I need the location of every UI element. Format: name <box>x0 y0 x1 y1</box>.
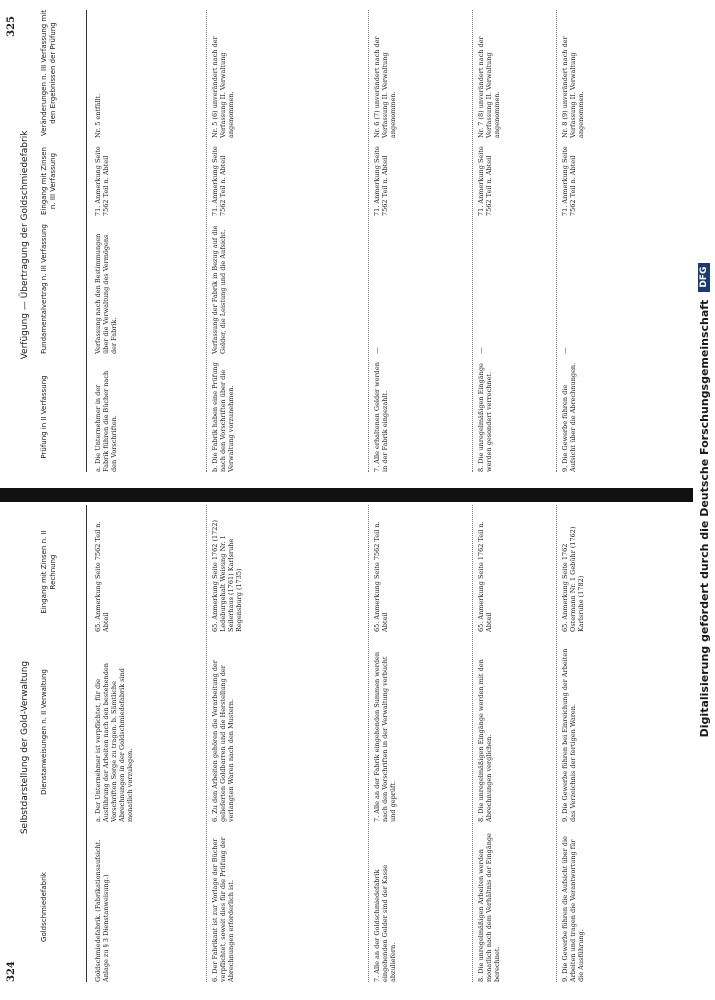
table-row <box>472 505 557 982</box>
right-column-headers <box>40 10 87 472</box>
table-cell: 71. Anmerkung Seite 7562 Teil n. Abteil <box>373 146 389 216</box>
table-cell: Nr. 5 entfällt. <box>94 93 102 138</box>
table-cell: 65. Anmerkung Seite 1762 Ostermann Nr. 1 Gebühr (1762) Karlsruhe (1782) <box>561 526 585 632</box>
table-row <box>368 505 473 982</box>
table-cell: Goldschmiedefabrik. (Fabrikationsaufsicht. Anlage zu § 3 Dienstanweisung.) <box>94 839 110 982</box>
table-cell: 8. Die unregelmäßigen Arbeiten werden monatlich nach dem Verhältnis der Eingänge berechnet. <box>477 833 501 982</box>
right-table <box>90 10 701 472</box>
digitization-footer <box>693 0 715 1000</box>
table-cell: — <box>477 347 485 354</box>
left-col-header-1: Goldschmiedefabrik <box>40 872 48 942</box>
table-cell: b. Die Fabrik haben eine Prüfung nach den Vorschriften über die Verwaltung vorzunehmen. <box>211 362 235 472</box>
right-running-head: Verfügung — Übertragung der Goldschmiedefabrik <box>20 130 30 360</box>
table-cell: Verfassung nach den Bestimmungen über die Verwaltung des Vermögens der Fabrik. <box>94 233 118 354</box>
table-cell: 71. Anmerkung Seite 7562 Teil n. Abteil <box>94 146 110 216</box>
book-gutter <box>0 488 715 502</box>
table-row <box>556 10 677 472</box>
table-cell: 65. Anmerkung Seite 1762 Teil n. Abteil <box>477 521 493 632</box>
table-cell: 71. Anmerkung Seite 7562 Teil n. Abteil <box>211 146 227 216</box>
left-page <box>0 495 715 1000</box>
left-col-header-2: Dienstanweisungen n. II Verwaltung <box>40 669 48 795</box>
left-page-number: 324 <box>6 961 17 982</box>
left-table <box>90 505 701 982</box>
table-cell: 6. Der Fabrikant ist zur Vorlage der Bücher verpflichtet, soweit dies für die Prüfung der Abrechnungen erforderlich ist. <box>211 837 235 982</box>
table-cell: 9. Die Gewerbe führen die Aufsicht über die Abrechnungen. <box>561 362 577 472</box>
footer-text: Digitalisierung gefördert durch die Deutsche Forschungsgemeinschaft <box>697 299 711 738</box>
table-row <box>556 505 677 982</box>
table-cell: Verfassung der Fabrik in Bezug auf die Gelder, die Leistung und die Aufsicht. <box>211 225 227 354</box>
table-cell: 9. Die Gewerbe führen bei Einreichung der Arbeiten das Verzeichnis der fertigen Waren. <box>561 648 577 822</box>
table-cell: a. Der Unternehmer ist verpflichtet, für die Ausführung der Arbeiten nach den bestehenden Vorschriften Sorge zu tragen. b. Sämtliche Abrechnungen in der Goldschmiedefabrik sind monatlich vorzulegen. <box>94 663 134 822</box>
table-cell: Nr. 8 (9) unverändert nach der Verfassung II. Verwaltung angenommen. <box>561 36 585 138</box>
left-column-headers <box>40 505 87 982</box>
table-cell: 7. Alle erhaltenen Gelder werden in der Fabrik eingezahlt. <box>373 362 389 472</box>
right-col-header-2: Fundamentalvertrag n. III Verfassung <box>40 224 48 354</box>
table-row <box>90 505 206 982</box>
right-col-header-1: Prüfung in II Verfassung <box>40 375 48 459</box>
table-cell: 8. Die unregelmäßigen Eingänge werden gesondert verrechnet. <box>477 363 493 472</box>
table-cell: Nr. 6 (7) unverändert nach der Verfassung II. Verwaltung angenommen. <box>373 36 397 138</box>
table-cell: 7. Alle an der Goldschmiedefabrik eingehenden Gelder sind der Kasse abzuliefern. <box>373 864 397 982</box>
right-page-number: 325 <box>6 16 17 37</box>
table-cell: 6. Zu den Arbeiten gehören die Verarbeitung der gelieferten Goldbarren und die Herstellung der verlangten Waren nach den Mustern. <box>211 660 235 822</box>
table-row <box>206 505 369 982</box>
table-cell: 71. Anmerkung Seite 7562 Teil n. Abteil <box>477 146 493 216</box>
right-col-header-4: Veränderungen n. III Verfassung mit den Ergebnissen der Prüfung <box>40 10 57 136</box>
table-row <box>90 10 206 472</box>
table-cell: a. Die Unternehmer in der Fabrik führen die Bücher nach den Vorschriften. <box>94 370 118 472</box>
table-cell: 65. Anmerkung Seite 7562 Teil n. Abteil <box>94 521 110 632</box>
table-row <box>368 10 473 472</box>
table-cell: 65. Anmerkung Seite 1762 (1722) Ledeburgehalt Weisung Nr. 1 Seilerhaus (1761) Karlsruhe Regensburg (1735) <box>211 519 243 632</box>
left-running-head: Selbstdarstellung der Gold-Verwaltung <box>20 660 30 835</box>
table-cell: 71. Anmerkung Seite 7562 Teil n. Abteil <box>561 146 577 216</box>
table-cell: — <box>561 347 569 354</box>
right-col-header-3: Eingang mit Zinsen n. III Verfassung <box>40 147 57 215</box>
table-cell: 7. Alle an der Fabrik eingehenden Summen werden nach den Vorschriften in der Verwaltung verbucht und geprüft. <box>373 651 397 822</box>
table-cell: — <box>373 347 381 354</box>
table-cell: 9. Die Gewerbe führen die Aufsicht über die Arbeiten und tragen die Verantwortung für die Ausführung. <box>561 836 585 982</box>
right-page <box>0 0 715 490</box>
table-cell: 65. Anmerkung Seite 7562 Teil n. Abteil <box>373 521 389 632</box>
table-cell: 8. Die unregelmäßigen Eingänge werden mit den Abrechnungen verglichen. <box>477 659 493 822</box>
table-cell: Nr. 5 (6) unverändert nach der Verfassung II. Verwaltung angenommen. <box>211 36 235 138</box>
table-cell: Nr. 7 (8) unverändert nach der Verfassung II. Verwaltung angenommen. <box>477 36 501 138</box>
table-row <box>472 10 557 472</box>
table-row <box>206 10 369 472</box>
dfg-logo: DFG <box>698 263 710 292</box>
left-col-header-3: Eingang mit Zinsen n. II Rechnung <box>40 530 57 614</box>
